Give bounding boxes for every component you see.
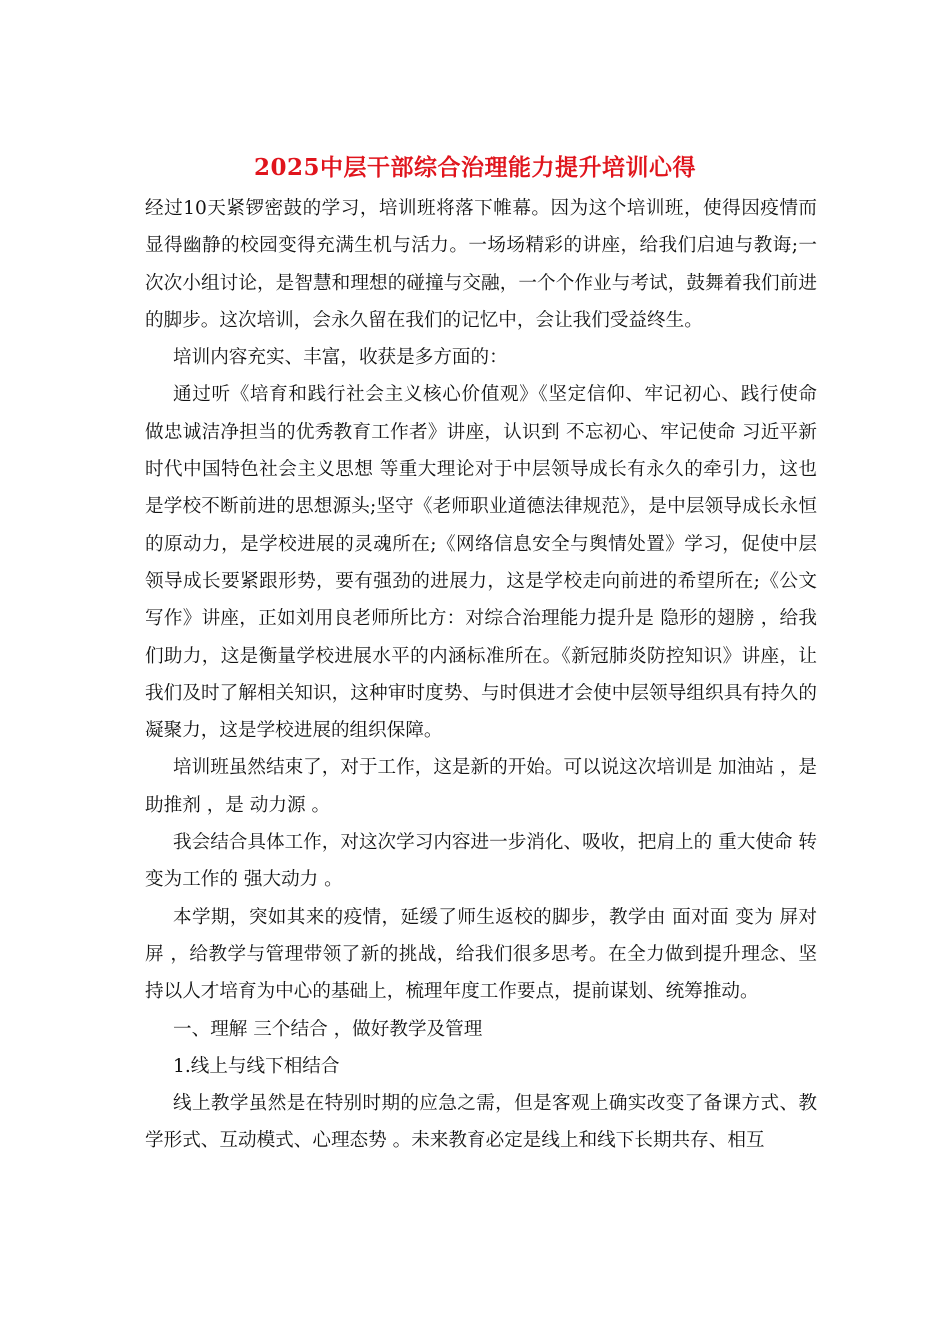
paragraph: 培训班虽然结束了，对于工作，这是新的开始。可以说这次培训是 加油站 ，是 助推剂 ，是 动力源 。 xyxy=(145,757,818,816)
paragraph: 通过听《培育和践行社会主义核心价值观》《坚定信仰、牢记初心、践行使命 做忠诚洁净担当的优秀教育工作者》讲座，认识到 不忘初心、牢记使命 习近平新时代中国特色社会主义思想 等重大理论对于中层领导成长有永久的牵引力，这也是学校不断前进的思想源头;坚守《老师职业道德法律规范》，是中层领导成长永恒的原动力，是学校进展的灵魂所在;《网络信息安全与舆情处置》学习，促使中层领导成长要紧跟形势，要有强劲的进展力，这是学校走向前进的希望所在;《公文写作》讲座，正如刘用良老师所比方：对综合治理能力提升是 隐形的翅膀 ，给我们助力，这是衡量学校进展水平的内涵标准所在。《新冠肺炎防控知识》讲座，让我们及时了解相关知识，这种审时度势、与时俱进才会使中层领导组织具有持久的凝聚力，这是学校进展的组织保障。 xyxy=(145,384,817,742)
subsection-heading: 1.线上与线下相结合 xyxy=(173,1055,340,1077)
section-heading: 一、理解 三个结合 ，做好教学及管理 xyxy=(173,1018,483,1040)
paragraph: 培训内容充实、丰富，收获是多方面的： xyxy=(173,347,508,369)
paragraph: 我会结合具体工作，对这次学习内容进一步消化、吸收，把肩上的 重大使命 转变为工作的 强大动力 。 xyxy=(145,832,818,891)
paragraph: 本学期，突如其来的疫情，延缓了师生返校的脚步，教学由 面对面 变为 屏对屏 ，给教学与管理带领了新的挑战，给我们很多思考。在全力做到提升理念、坚持以人才培育为中心的基础上，梳理年度工作要点，提前谋划、统筹推动。 xyxy=(145,906,817,1003)
document-title: 2025中层干部综合治理能力提升培训心得 xyxy=(253,154,696,181)
document-body xyxy=(145,190,817,1160)
paragraph: 经过10天紧锣密鼓的学习，培训班将落下帷幕。因为这个培训班，使得因疫情而显得幽静的校园变得充满生机与活力。一场场精彩的讲座，给我们启迪与教诲;一次次小组讨论，是智慧和理想的碰撞与交融，一个个作业与考试，鼓舞着我们前进的脚步。这次培训，会永久留在我们的记忆中，会让我们受益终生。 xyxy=(145,198,817,331)
paragraph: 线上教学虽然是在特别时期的应急之需，但是客观上确实改变了备课方式、教学形式、互动模式、心理态势 。未来教育必定是线上和线下长期共存、相互 xyxy=(145,1093,817,1152)
